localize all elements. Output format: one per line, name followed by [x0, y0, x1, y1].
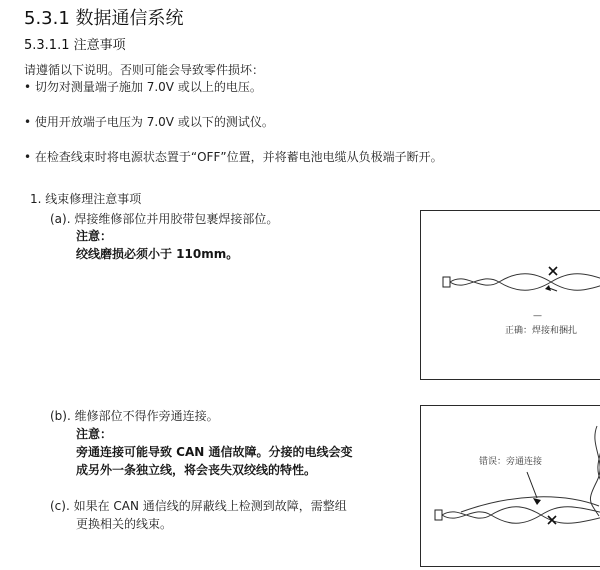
- diagram2-caption: 错误：旁通连接: [479, 457, 543, 467]
- wire-strand-b: [442, 507, 600, 524]
- twisted-pair-diagram-correct: [421, 211, 600, 379]
- item1-a-note-label: 注意：: [76, 229, 113, 243]
- diagram1-caption: 正确：焊接和捆扎: [505, 326, 578, 336]
- arrow-head-icon: [533, 498, 541, 505]
- wire-strand-b: [450, 274, 600, 291]
- arrow-line: [527, 472, 537, 498]
- section-title: 5.3.1 数据通信系统: [24, 8, 184, 29]
- item1-c-line2: 更换相关的线束。: [76, 517, 173, 531]
- item1-b-note-label: 注意：: [76, 427, 113, 441]
- item1-a-text: (a). 焊接维修部位并用胶带包裹焊接部位。: [50, 212, 279, 226]
- twisted-pair-diagram-wrong: [421, 406, 600, 566]
- connector-icon: [443, 277, 450, 287]
- item1-b-note-line1: 旁通连接可能导致 CAN 通信故障。分接的电线会变: [76, 445, 353, 459]
- intro-bullet-2: • 使用开放端子电压为 7.0V 或以下的测试仪。: [24, 115, 274, 129]
- diagram-correct-splice: [420, 210, 600, 380]
- diagram-wrong-bypass: [420, 405, 600, 567]
- intro-bullet-3: • 在检查线束时将电源状态置于“OFF”位置，并将蓄电池电缆从负极端子断开。: [24, 150, 443, 164]
- diagram1-mark: —: [533, 311, 542, 321]
- item1-a-note-text: 绞线磨损必须小于 110mm。: [76, 247, 239, 261]
- item1-b-text: (b). 维修部位不得作旁通连接。: [50, 409, 219, 423]
- item1-c-line1: (c). 如果在 CAN 通信线的屏蔽线上检测到故障，需整组: [50, 499, 347, 513]
- intro-lead: 请遵循以下说明。否则可能会导致零件损坏：: [24, 63, 265, 77]
- cross-mark-icon: [549, 267, 557, 275]
- section-subtitle: 5.3.1.1 注意事项: [24, 38, 126, 53]
- item1-b-note-line2: 成另外一条独立线，将会丧失双绞线的特性。: [76, 463, 317, 477]
- intro-bullet-1: • 切勿对测量端子施加 7.0V 或以上的电压。: [24, 80, 262, 94]
- cross-mark-icon: [548, 516, 556, 524]
- connector-icon: [435, 510, 442, 520]
- branch-strand-a: [590, 426, 600, 516]
- item1-heading: 1. 线束修理注意事项: [30, 192, 142, 206]
